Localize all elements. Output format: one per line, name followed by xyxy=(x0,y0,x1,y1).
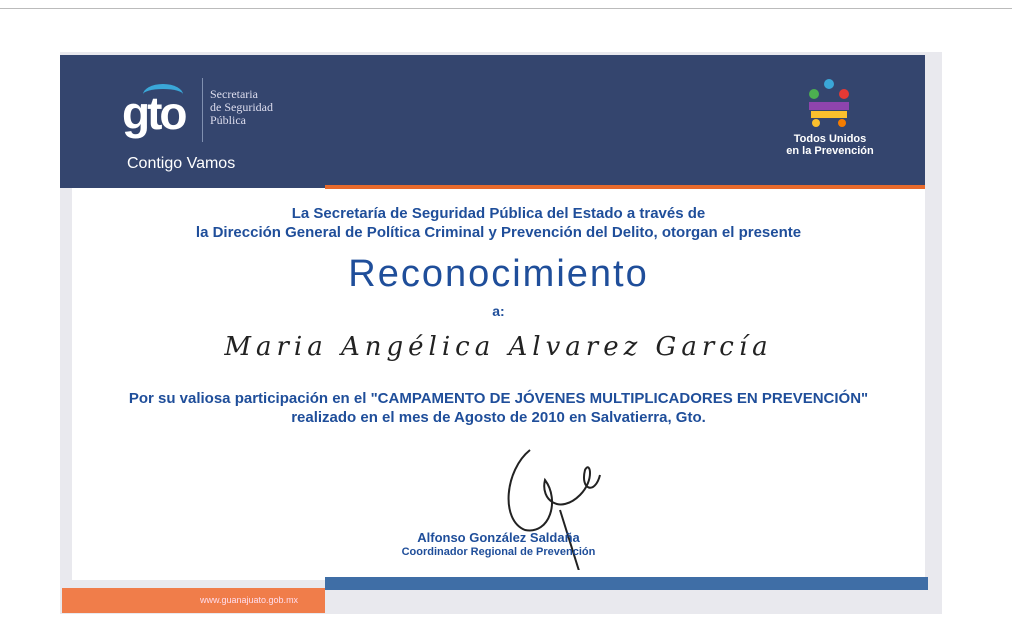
todos-unidos-logo-icon xyxy=(806,78,852,128)
certificate-title: Reconocimiento xyxy=(348,253,649,295)
secretaria-label xyxy=(210,88,273,127)
header-divider xyxy=(202,78,203,142)
footer-bar xyxy=(325,577,928,590)
intro-line: la Dirección General de Política Criminal y Prevención del Delito, otorgan el presente xyxy=(195,224,802,241)
signer-name: Alfonso González Saldaña xyxy=(417,530,580,545)
campaign-line: en la Prevención xyxy=(786,145,874,157)
intro-line: La Secretaría de Seguridad Pública del Estado a través de xyxy=(291,205,706,222)
certificate-body xyxy=(72,188,925,580)
signer-role: Coordinador Regional de Prevención xyxy=(401,546,596,558)
secretaria-line: Secretaria xyxy=(210,87,258,101)
accent-line xyxy=(325,185,925,189)
scan-edge-line xyxy=(0,8,1012,9)
secretaria-line: de Seguridad xyxy=(210,100,273,114)
campaign-line: Todos Unidos xyxy=(793,133,867,145)
footer-url: www.guanajuato.gob.mx xyxy=(200,595,299,605)
gto-logo: gto xyxy=(122,87,185,139)
reason-line: Por su valiosa participación en el "CAMPAMENTO DE JÓVENES MULTIPLICADORES EN PREVENCIÓN" xyxy=(128,390,869,407)
secretaria-line: Pública xyxy=(210,113,246,127)
campaign-label xyxy=(780,133,880,157)
slogan: Contigo Vamos xyxy=(127,155,236,172)
reason-line: realizado en el mes de Agosto de 2010 en Salvatierra, Gto. xyxy=(291,409,706,426)
recipient-name: Maria Angélica Alvarez García xyxy=(224,332,773,362)
to-label: a: xyxy=(492,303,505,319)
